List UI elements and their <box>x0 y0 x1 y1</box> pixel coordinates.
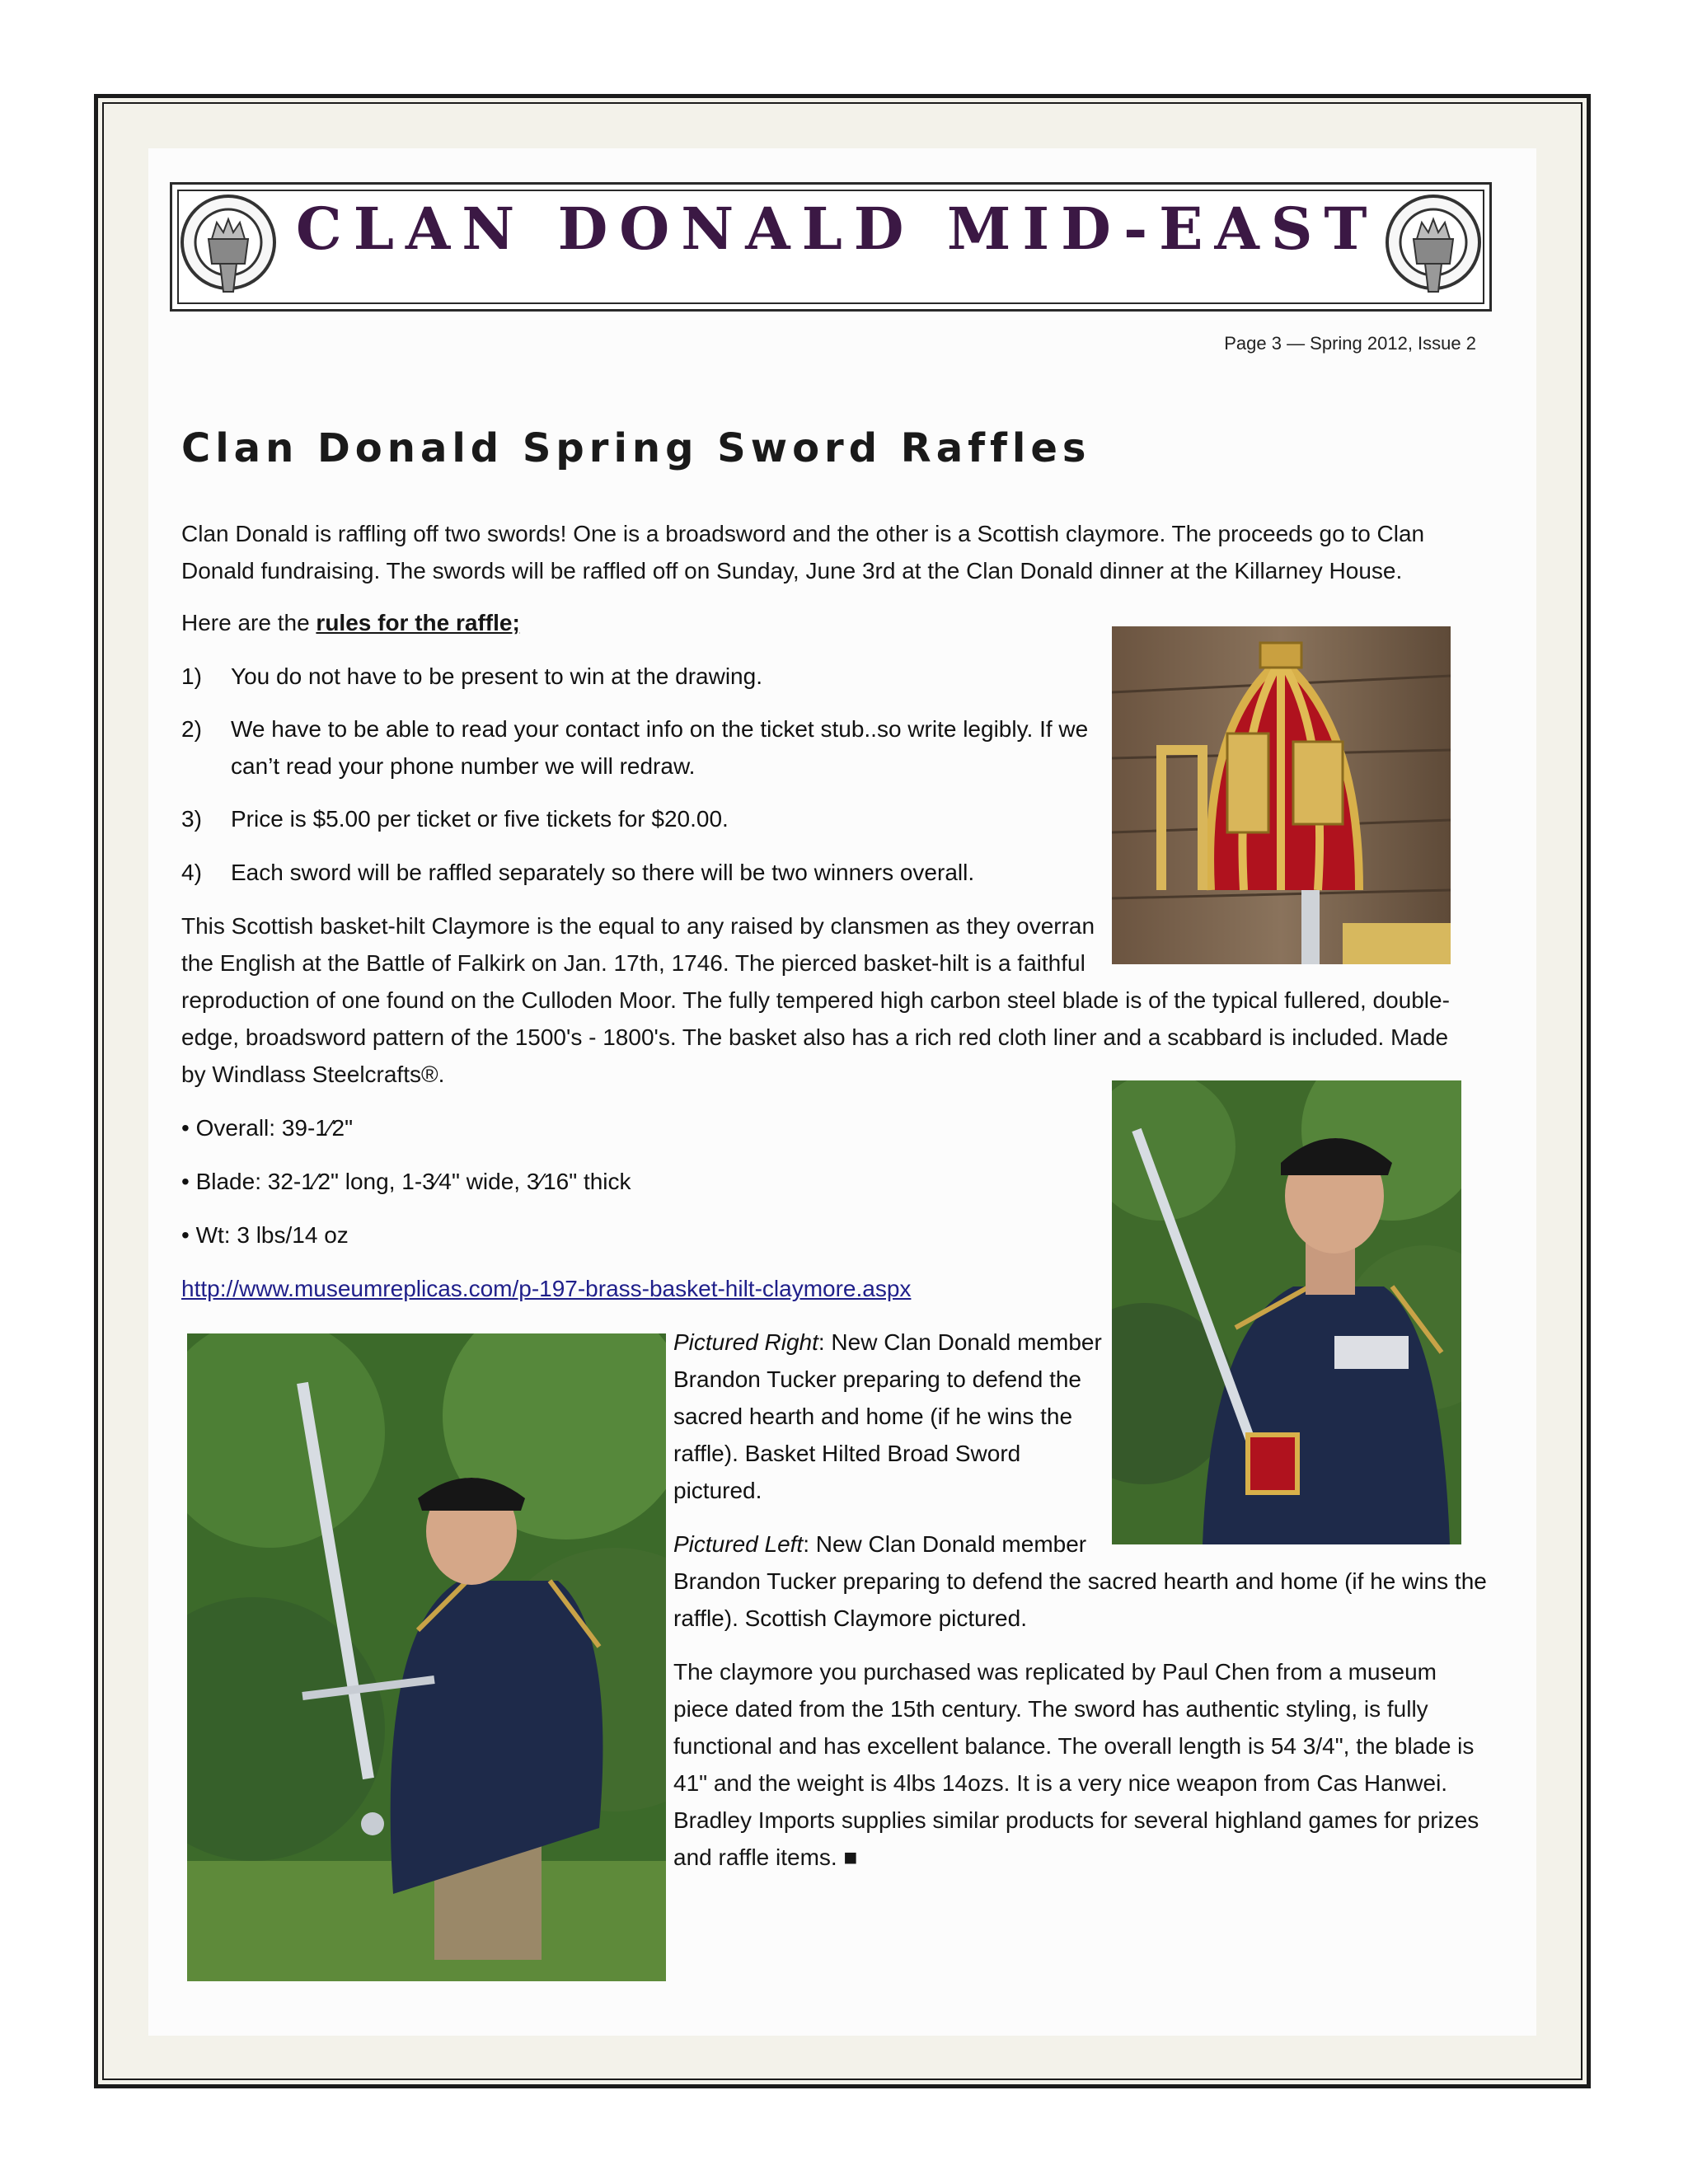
caption-left <box>673 1526 1102 1563</box>
caption-left-text: : New Clan Donald member <box>803 1531 1087 1557</box>
rule-text: We have to be able to read your contact info on the ticket stub..so write legibly. If we can’t read your phone number we will redraw. <box>231 716 1089 779</box>
page-info: Page 3 — Spring 2012, Issue 2 <box>1224 333 1476 354</box>
rule-text: Each sword will be raffled separately so there will be two winners overall. <box>231 860 975 885</box>
caption-left-continued: Brandon Tucker preparing to defend the sacred hearth and home (if he wins the raffle). Scottish Claymore pictured. <box>673 1568 1487 1631</box>
final-paragraph: The claymore you purchased was replicated by Paul Chen from a museum piece dated from the 15th century. The sword has authentic styling, is fully functional and has excellent balance. The overall length is 54 3/4", the blade is 41" and the weight is 4lbs 14ozs. It is a very nice weapon from Cas Hanwei. Bradley Imports supplies similar products for several highland games for prizes and raffle items. ■ <box>673 1659 1479 1870</box>
spec-item: • Blade: 32-1⁄2" long, 1-3⁄4" wide, 3⁄16" thick <box>181 1169 631 1194</box>
masthead-title: CLAN DONALD MID-EAST <box>296 194 1379 263</box>
article-title: Clan Donald Spring Sword Raffles <box>181 425 1091 471</box>
caption-right-label: Pictured Right <box>673 1329 818 1355</box>
man-with-claymore-photo <box>187 1333 666 1981</box>
spec-item: • Wt: 3 lbs/14 oz <box>181 1222 349 1248</box>
basket-hilt-photo <box>1112 626 1451 964</box>
product-link[interactable]: http://www.museumreplicas.com/p-197-brass-basket-hilt-claymore.aspx <box>181 1276 912 1301</box>
claymore-desc-rest: reproduction of one found on the Culloden Moor. The fully tempered high carbon steel blade is of the typical fullered, double-edge, broadsword pattern of the 1500's - 1800's. The basket also has a rich red cloth liner and a scabbard is included. Made by Windlass Steelcrafts®. <box>181 987 1450 1087</box>
clan-crest-icon <box>176 191 281 302</box>
caption-right <box>673 1324 1102 1509</box>
claymore-desc-line-2: the English at the Battle of Falkirk on Jan. 17th, 1746. The pierced basket-hilt is a faithful <box>181 950 1085 976</box>
man-with-broadsword-photo <box>1112 1080 1461 1544</box>
rule-number: 1) <box>181 663 202 689</box>
rule-text: Price is $5.00 per ticket or five tickets for $20.00. <box>231 806 729 832</box>
claymore-desc-line-1: This Scottish basket-hilt Claymore is the equal to any raised by clansmen as they overran <box>181 913 1095 939</box>
caption-right-text: : New Clan Donald member Brandon Tucker preparing to defend the sacred hearth and home (if he wins the raffle). Basket Hilted Broad Sword pictured. <box>673 1329 1102 1503</box>
caption-left-label: Pictured Left <box>673 1531 804 1557</box>
intro-paragraph: Clan Donald is raffling off two swords! One is a broadsword and the other is a Scottish claymore. The proceeds go to Clan Donald fundraising. The swords will be raffled off on Sunday, June 3rd at the Clan Donald dinner at the Killarney House. <box>181 521 1425 583</box>
rule-number: 2) <box>181 716 202 742</box>
rule-number: 3) <box>181 806 202 832</box>
rule-number: 4) <box>181 860 202 885</box>
rule-text: You do not have to be present to win at the drawing. <box>231 663 762 689</box>
rules-intro-prefix: Here are the <box>181 610 316 635</box>
masthead <box>170 182 1492 312</box>
spec-item: • Overall: 39-1⁄2" <box>181 1115 354 1141</box>
rules-heading: rules for the raffle; <box>316 610 520 635</box>
clan-crest-icon <box>1381 191 1486 302</box>
rules-intro <box>181 604 841 641</box>
